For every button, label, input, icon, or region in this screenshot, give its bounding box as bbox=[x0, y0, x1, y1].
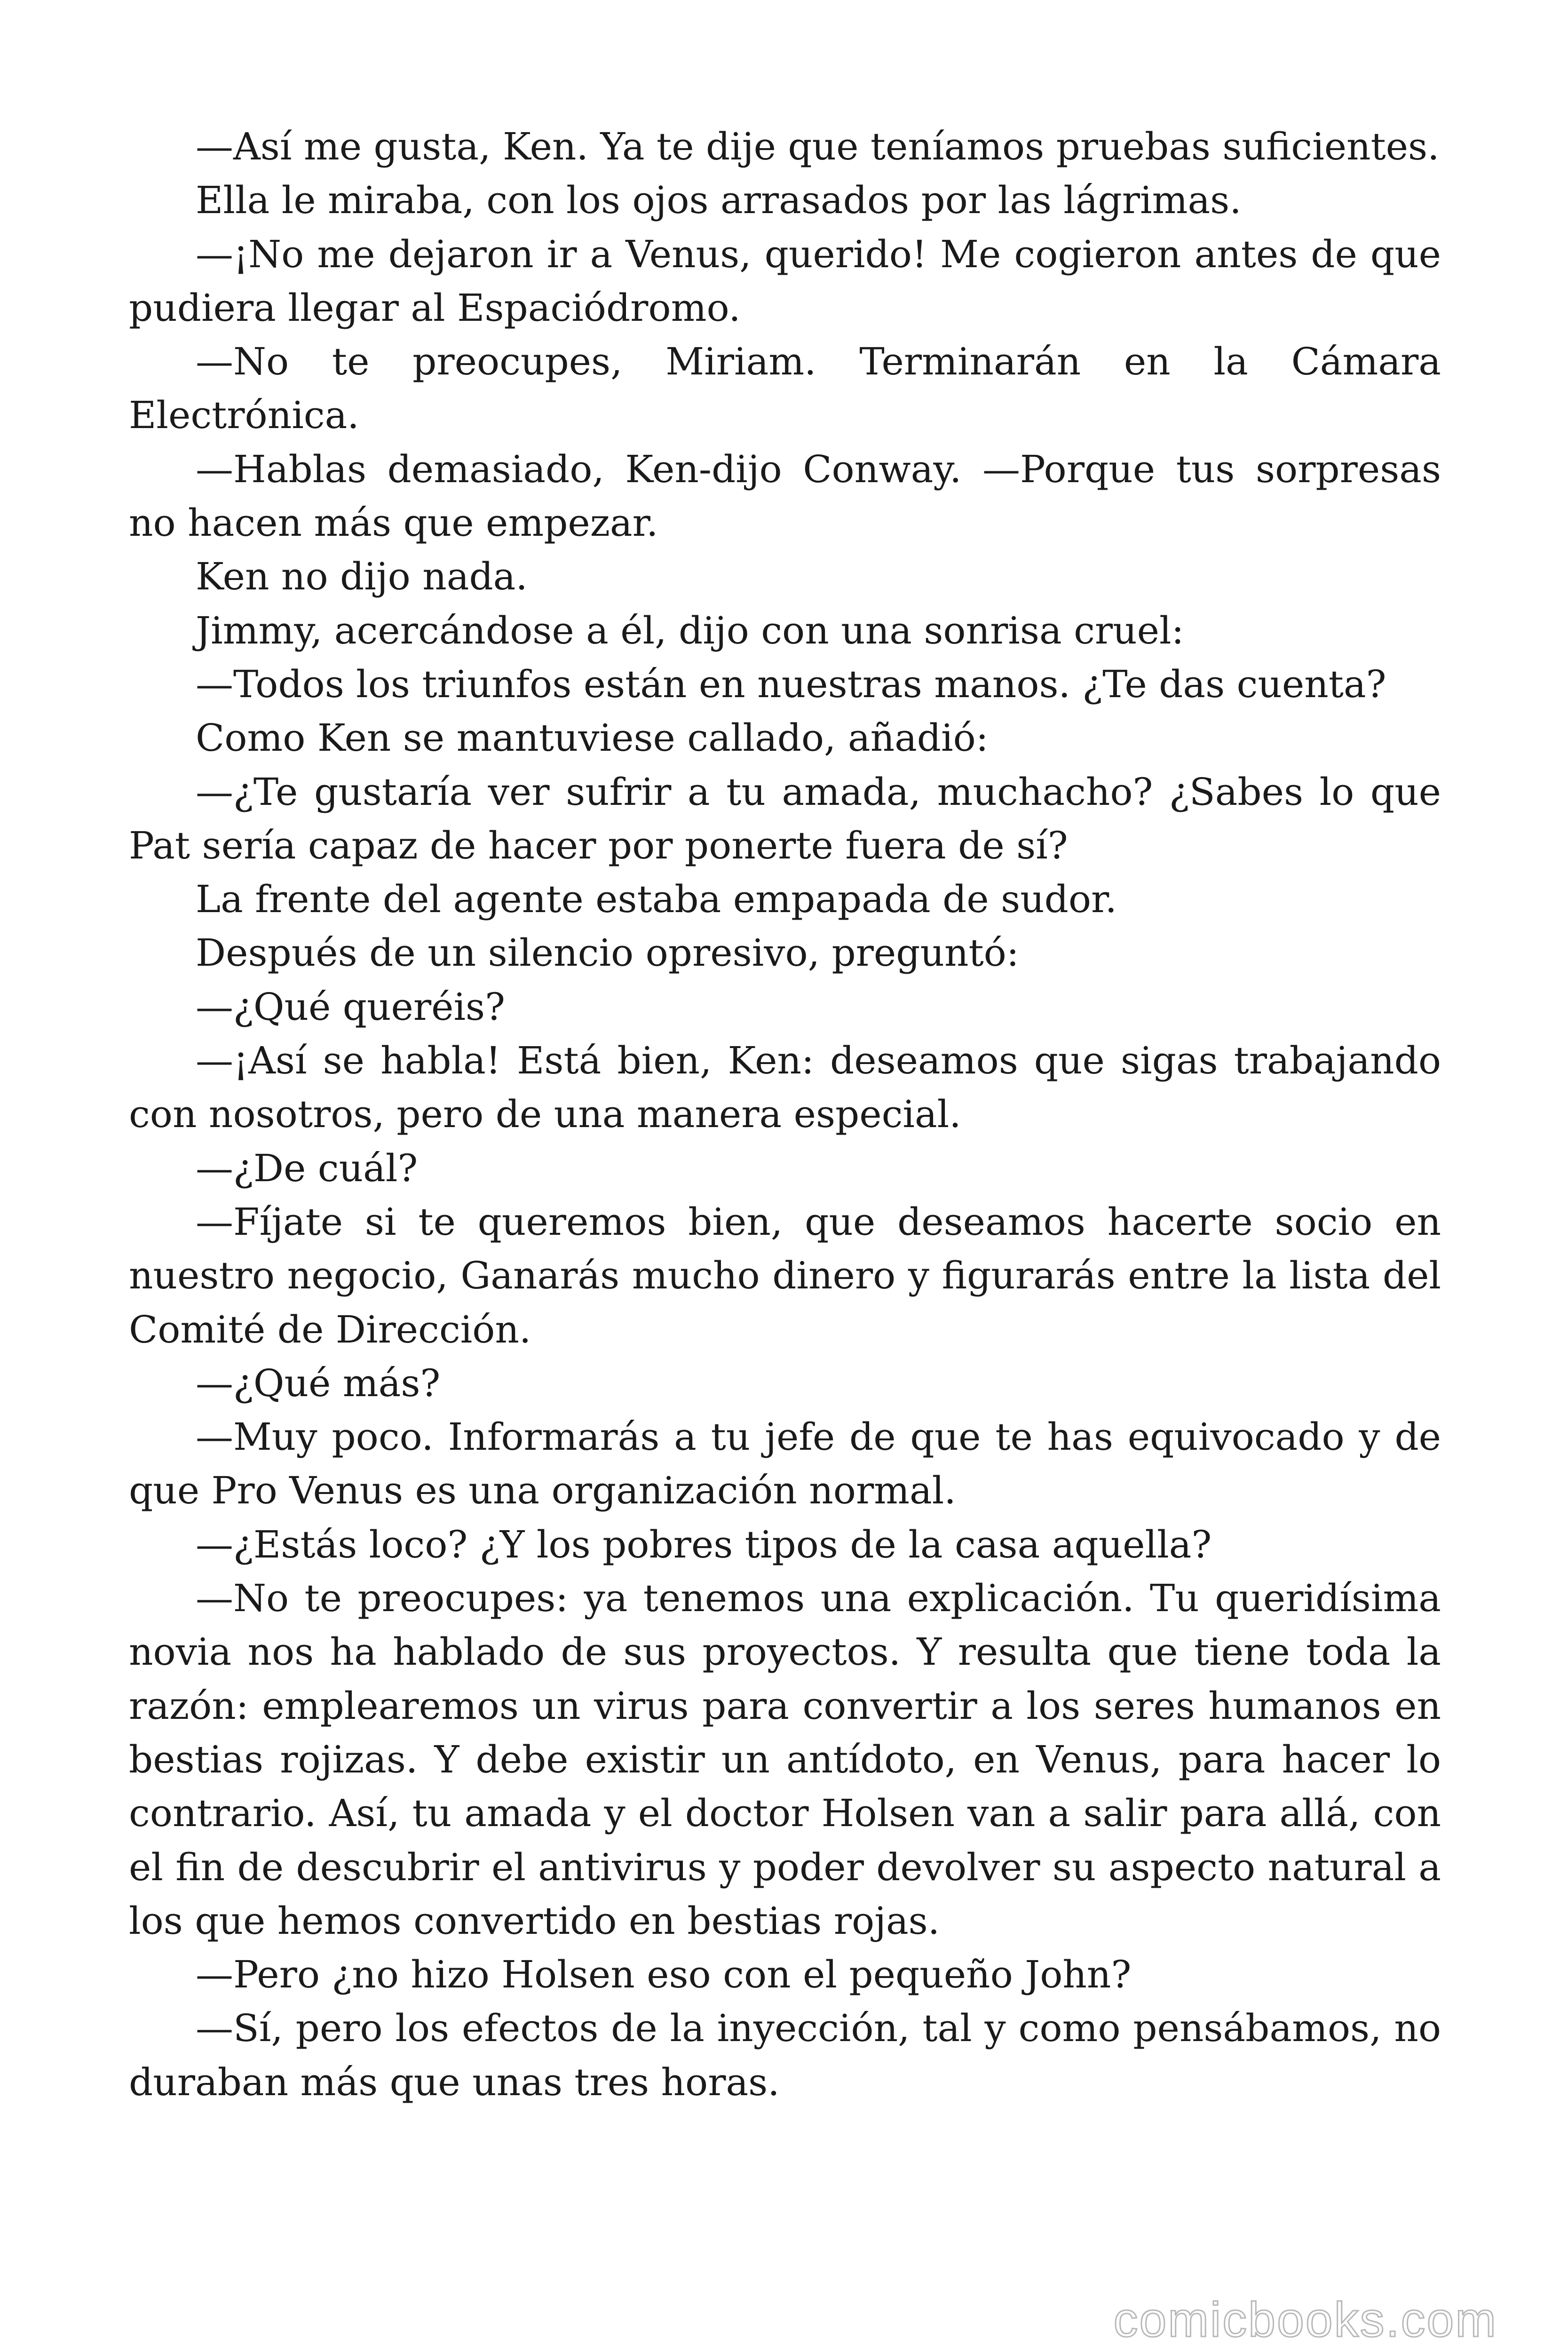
paragraph: —Muy poco. Informarás a tu jefe de que te has equivocado y de que Pro Venus es una organización normal. bbox=[129, 1415, 1441, 1513]
paragraph: —Hablas demasiado, Ken-dijo Conway. —Porque tus sorpresas no hacen más que empezar. bbox=[129, 447, 1441, 545]
paragraph: —No te preocupes: ya tenemos una explicación. Tu queridísima novia nos ha hablado de sus proyectos. Y resulta que tiene toda la razón: emplearemos un virus para convertir a los seres humanos en bestias rojizas. Y debe existir un antídoto, en Venus, para hacer lo contrario. Así, tu amada y el doctor Holsen van a salir para allá, con el fin de descubrir el antivirus y poder devolver su aspecto natural a los que hemos convertido en bestias rojas. bbox=[129, 1576, 1441, 1943]
paragraph: —Fíjate si te queremos bien, que deseamos hacerte socio en nuestro negocio, Ganarás mucho dinero y figurarás entre la lista del Comité de Dirección. bbox=[129, 1200, 1441, 1351]
paragraph: —¿Qué queréis? bbox=[196, 985, 505, 1029]
body-text bbox=[129, 120, 1441, 2109]
paragraph: —¿Te gustaría ver sufrir a tu amada, muchacho? ¿Sabes lo que Pat sería capaz de hacer por ponerte fuera de sí? bbox=[129, 770, 1441, 867]
paragraph: Como Ken se mantuviese callado, añadió: bbox=[196, 716, 989, 760]
paragraph: —Así me gusta, Ken. Ya te dije que teníamos pruebas suficientes. bbox=[196, 125, 1440, 168]
paragraph: —Todos los triunfos están en nuestras manos. ¿Te das cuenta? bbox=[196, 662, 1386, 706]
paragraph: Después de un silencio opresivo, preguntó: bbox=[196, 931, 1019, 975]
paragraph: —¡Así se habla! Está bien, Ken: deseamos que sigas trabajando con nosotros, pero de una manera especial. bbox=[129, 1039, 1441, 1136]
paragraph: —Sí, pero los efectos de la inyección, tal y como pensábamos, no duraban más que unas tres horas. bbox=[129, 2006, 1441, 2104]
paragraph: —No te preocupes, Miriam. Terminarán en la Cámara Electrónica. bbox=[129, 340, 1441, 437]
paragraph: —¿Estás loco? ¿Y los pobres tipos de la casa aquella? bbox=[196, 1522, 1212, 1566]
paragraph: Ken no dijo nada. bbox=[196, 555, 528, 599]
paragraph: —¡No me dejaron ir a Venus, querido! Me cogieron antes de que pudiera llegar al Espaciódromo. bbox=[129, 232, 1441, 330]
paragraph: Ella le miraba, con los ojos arrasados por las lágrimas. bbox=[196, 178, 1242, 222]
paragraph: —¿Qué más? bbox=[196, 1361, 441, 1405]
paragraph: —Pero ¿no hizo Holsen eso con el pequeño John? bbox=[196, 1953, 1132, 1997]
paragraph: Jimmy, acercándose a él, dijo con una sonrisa cruel: bbox=[196, 608, 1184, 652]
paragraph: —¿De cuál? bbox=[196, 1146, 418, 1190]
paragraph: La frente del agente estaba empapada de sudor. bbox=[196, 877, 1117, 922]
watermark: comicbooks.com bbox=[1113, 2293, 1497, 2347]
